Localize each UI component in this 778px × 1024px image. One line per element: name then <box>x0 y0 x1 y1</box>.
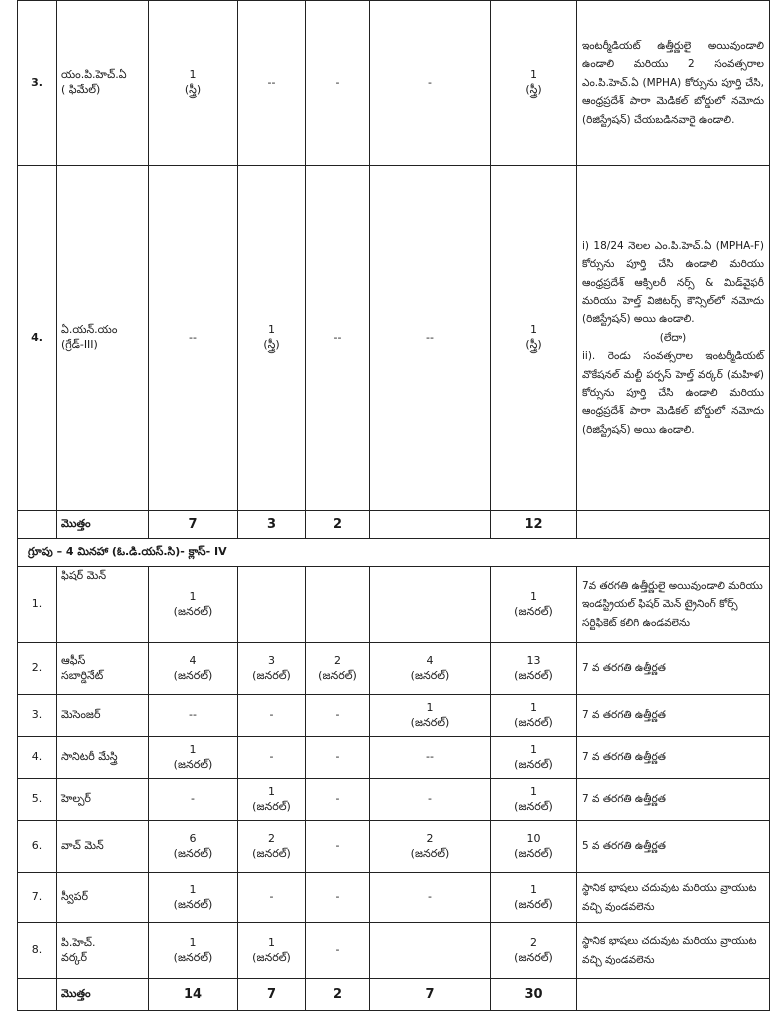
count-c2 <box>238 643 306 695</box>
count-total <box>491 737 577 779</box>
count-line: 1 <box>530 589 537 603</box>
count-line: - <box>269 890 274 904</box>
count-line: 1 <box>268 323 275 337</box>
count-line: - <box>428 75 432 89</box>
total-c4: 7 <box>370 979 491 1011</box>
count-total <box>491 643 577 695</box>
qualification <box>577 166 770 511</box>
count-line: (స్త్రీ) <box>184 83 202 96</box>
count-line: (జనరల్) <box>514 604 553 618</box>
count-line: - <box>428 890 432 904</box>
count-c2 <box>238 166 306 511</box>
count-line: 1 <box>189 68 197 82</box>
count-line: 2 <box>426 831 434 845</box>
qualification: 7 వ తరగతి ఉత్తీర్ణత <box>577 695 770 737</box>
count-line: 6 <box>189 831 197 845</box>
total-total: 12 <box>491 511 577 539</box>
count-total <box>491 821 577 873</box>
count-c4 <box>370 779 491 821</box>
count-line: - <box>335 943 340 957</box>
count-line: - <box>191 792 195 806</box>
count-c3 <box>306 873 370 923</box>
count-total <box>491 695 577 737</box>
count-line: - <box>335 792 340 806</box>
table-row <box>18 821 770 873</box>
count-line: -- <box>426 750 434 764</box>
serial-number: 4. <box>18 166 57 511</box>
count-line: (జనరల్) <box>514 757 553 771</box>
post-name-line: సబార్డినేట్ <box>61 668 104 682</box>
total-blank <box>18 511 57 539</box>
post-name-line: మెసెంజర్ <box>61 708 101 722</box>
qualification-paragraph: ii). రెండు సంవత్సరాల ఇంటర్మీడియట్ వొకేషనల్ మల్టీ పర్పస్ హెల్త్ వర్కర్ (మహిళ) కోర్సును పూర్తి చేసి ఉండాలి మరియు ఆంధ్రప్రదేశ్ పారా మెడికల్ బోర్డులో నమోదు (రిజిస్ట్రేషన్) అయి ఉండాలి. <box>582 350 764 436</box>
count-c2 <box>238 1 306 166</box>
total-total: 30 <box>491 979 577 1011</box>
count-line: - <box>335 75 340 89</box>
table-row <box>18 779 770 821</box>
count-line: -- <box>267 75 276 89</box>
table-row <box>18 166 770 511</box>
count-line: (జనరల్) <box>173 950 213 964</box>
count-line: (జనరల్) <box>318 668 357 682</box>
count-line: (జనరల్) <box>252 846 291 860</box>
count-line: (జనరల్) <box>252 799 291 813</box>
count-c4 <box>370 923 491 979</box>
count-line: (స్త్రీ) <box>263 338 280 351</box>
count-c3 <box>306 779 370 821</box>
count-c4 <box>370 695 491 737</box>
count-c1 <box>149 643 238 695</box>
total-c1: 14 <box>149 979 238 1011</box>
qualification: 7వ తరగతి ఉత్తీర్ణులై అయివుండాలి మరియు ఇండస్ట్రియల్ ఫిషర్ మెన్ ట్రైనింగ్ కోర్స్ సర్టిఫికెట్ కలిగి ఉండవలెను <box>577 567 770 643</box>
table-row <box>18 1 770 166</box>
count-c4 <box>370 643 491 695</box>
count-line: 1 <box>189 935 197 949</box>
count-c1 <box>149 737 238 779</box>
post-name-line: ఏ.యన్.యం <box>61 323 118 337</box>
count-line: 1 <box>530 742 537 756</box>
post-name <box>57 643 149 695</box>
count-line: 1 <box>530 68 537 82</box>
count-c1 <box>149 923 238 979</box>
serial-number: 7. <box>18 873 57 923</box>
total-row <box>18 511 770 539</box>
serial-number: 3. <box>18 1 57 166</box>
count-c4 <box>370 873 491 923</box>
qualification: 7 వ తరగతి ఉత్తీర్ణత <box>577 779 770 821</box>
count-line: - <box>335 708 340 722</box>
count-line: 13 <box>526 653 541 667</box>
count-c3 <box>306 923 370 979</box>
count-line: 1 <box>189 589 197 603</box>
count-line: 1 <box>530 700 537 714</box>
count-c1 <box>149 873 238 923</box>
count-total <box>491 166 577 511</box>
total-blank <box>577 511 770 539</box>
post-name-line: పి.హెచ్. <box>61 935 96 949</box>
count-line: - <box>269 750 274 764</box>
count-line: (జనరల్) <box>173 668 213 682</box>
total-c1: 7 <box>149 511 238 539</box>
qualification-paragraph: ఇంటర్మీడియట్ ఉత్తీర్ణులై అయివుండాలి ఉండాలి మరియు 2 సంవత్సరాల ఎం.పి.హెచ్.ఏ (MPHA) కోర్సును పూర్తి చేసి, ఆంధ్రప్రదేశ్ పారా మెడికల్ బోర్డులో నమోదు (రిజిస్ట్రేషన్) చేయబడినవారై ఉండాలి. <box>582 40 764 126</box>
count-line: 2 <box>530 935 537 949</box>
qualification: స్థానిక భాషలు చదువుట మరియు వ్రాయుట వచ్చి వుండవలెను <box>577 873 770 923</box>
post-name <box>57 923 149 979</box>
count-line: - <box>335 750 340 764</box>
count-total <box>491 1 577 166</box>
post-name <box>57 873 149 923</box>
table-row <box>18 737 770 779</box>
post-name <box>57 695 149 737</box>
post-name <box>57 737 149 779</box>
serial-number: 2. <box>18 643 57 695</box>
count-total <box>491 779 577 821</box>
count-c4 <box>370 166 491 511</box>
count-line: 1 <box>530 323 537 337</box>
serial-number: 6. <box>18 821 57 873</box>
count-line: (జనరల్) <box>410 668 450 682</box>
qualification-paragraph: i) 18/24 నెలల ఎం.పి.హెచ్.ఏ (MPHA-F) కోర్సును పూర్తి చేసి ఉండాలి మరియు ఆంధ్రప్రదేశ్ ఆక్సిలరీ నర్స్ & మిడ్‌వైఫరీ మరియు హెల్త్ విజిటర్స్ కౌన్సిల్‌లో నమోదు (రిజిస్ట్రేషన్) అయి ఉండాలి. <box>582 239 764 326</box>
count-c3 <box>306 821 370 873</box>
group-heading-row <box>18 539 770 567</box>
count-c3 <box>306 643 370 695</box>
serial-number: 4. <box>18 737 57 779</box>
count-line: (జనరల్) <box>410 715 450 729</box>
count-c3 <box>306 166 370 511</box>
count-c4 <box>370 737 491 779</box>
total-c2: 7 <box>238 979 306 1011</box>
count-line: -- <box>426 330 434 344</box>
post-name-line: ( ఫిమేల్) <box>61 83 101 96</box>
total-label: మొత్తం <box>57 979 149 1011</box>
table-row <box>18 643 770 695</box>
count-line: -- <box>333 330 342 344</box>
post-name-line: యం.పి.హెచ్.ఏ <box>61 68 127 82</box>
count-line: (జనరల్) <box>410 846 450 860</box>
count-c2 <box>238 737 306 779</box>
post-name <box>57 567 149 643</box>
count-line: (స్త్రీ) <box>525 83 542 96</box>
count-line: (స్త్రీ) <box>525 338 542 351</box>
count-c2 <box>238 821 306 873</box>
count-line: -- <box>189 708 197 722</box>
count-c1 <box>149 695 238 737</box>
post-name-line: హెల్పర్ <box>61 792 91 806</box>
count-line: (జనరల్) <box>514 715 553 729</box>
table-row <box>18 695 770 737</box>
qualification-paragraph: (లేదా) <box>659 331 687 344</box>
total-blank <box>18 979 57 1011</box>
count-c1 <box>149 779 238 821</box>
count-line: (జనరల్) <box>252 668 291 682</box>
count-line: (జనరల్) <box>514 799 553 813</box>
count-c1 <box>149 1 238 166</box>
post-name-line: సానిటరీ మేస్త్రి <box>61 750 118 764</box>
table-row <box>18 567 770 643</box>
count-line: - <box>428 792 432 806</box>
serial-number: 8. <box>18 923 57 979</box>
total-c2: 3 <box>238 511 306 539</box>
total-label: మొత్తం <box>57 511 149 539</box>
count-line: 1 <box>268 784 275 798</box>
count-total <box>491 923 577 979</box>
total-c4 <box>370 511 491 539</box>
count-c3 <box>306 1 370 166</box>
count-c3 <box>306 737 370 779</box>
post-name-line: స్వీపర్ <box>61 890 88 904</box>
count-total <box>491 567 577 643</box>
post-name <box>57 821 149 873</box>
qualification: 7 వ తరగతి ఉత్తీర్ణత <box>577 643 770 695</box>
count-c2 <box>238 567 306 643</box>
table-row <box>18 873 770 923</box>
count-c3 <box>306 695 370 737</box>
count-line: (జనరల్) <box>252 950 291 964</box>
total-c3: 2 <box>306 511 370 539</box>
count-c4 <box>370 567 491 643</box>
qualification: 7 వ తరగతి ఉత్తీర్ణత <box>577 737 770 779</box>
post-name-line: ఫిషర్ మెన్ <box>61 569 107 582</box>
serial-number: 3. <box>18 695 57 737</box>
serial-number: 1. <box>18 567 57 643</box>
count-line: (జనరల్) <box>514 668 553 682</box>
vacancy-table <box>17 0 770 1011</box>
qualification: 5 వ తరగతి ఉత్తీర్ణత <box>577 821 770 873</box>
count-line: (జనరల్) <box>514 846 553 860</box>
count-line: 1 <box>426 700 434 714</box>
count-line: 1 <box>530 784 537 798</box>
count-line: 1 <box>268 935 275 949</box>
count-line: (జనరల్) <box>173 846 213 860</box>
count-line: (జనరల్) <box>173 604 213 618</box>
count-line: - <box>269 708 274 722</box>
count-line: (జనరల్) <box>173 897 213 911</box>
post-name-line: (గ్రేడ్-III) <box>61 338 98 351</box>
total-blank <box>577 979 770 1011</box>
count-line: -- <box>189 330 197 344</box>
count-c1 <box>149 166 238 511</box>
count-line: 2 <box>268 831 275 845</box>
count-line: 1 <box>530 882 537 896</box>
post-name-line: వాచ్ మెన్ <box>61 839 104 853</box>
count-line: (జనరల్) <box>514 950 553 964</box>
count-line: 2 <box>334 653 341 667</box>
post-name <box>57 779 149 821</box>
post-name-line: ఆఫీస్ <box>61 653 86 667</box>
qualification <box>577 1 770 166</box>
count-total <box>491 873 577 923</box>
count-c4 <box>370 821 491 873</box>
count-line: (జనరల్) <box>173 757 213 771</box>
count-c2 <box>238 873 306 923</box>
count-c1 <box>149 821 238 873</box>
count-line: 10 <box>526 831 541 845</box>
total-row <box>18 979 770 1011</box>
post-name <box>57 166 149 511</box>
total-c3: 2 <box>306 979 370 1011</box>
serial-number: 5. <box>18 779 57 821</box>
count-c2 <box>238 695 306 737</box>
count-line: 4 <box>189 653 197 667</box>
count-c1 <box>149 567 238 643</box>
count-line: 1 <box>189 882 197 896</box>
count-line: (జనరల్) <box>514 897 553 911</box>
count-line: 4 <box>426 653 434 667</box>
count-line: 1 <box>189 742 197 756</box>
count-c4 <box>370 1 491 166</box>
post-name <box>57 1 149 166</box>
count-c2 <box>238 923 306 979</box>
group-heading: గ్రూపు – 4 మినహా (ఓ.డి.యస్.సి)- క్లాస్- IV <box>18 539 770 567</box>
count-c2 <box>238 779 306 821</box>
count-c3 <box>306 567 370 643</box>
qualification: స్థానిక భాషలు చదువుట మరియు వ్రాయుట వచ్చి వుండవలెను <box>577 923 770 979</box>
post-name-line: వర్కర్ <box>61 950 88 964</box>
count-line: 3 <box>268 653 275 667</box>
table-row <box>18 923 770 979</box>
count-line: - <box>335 890 340 904</box>
count-line: - <box>335 839 340 853</box>
